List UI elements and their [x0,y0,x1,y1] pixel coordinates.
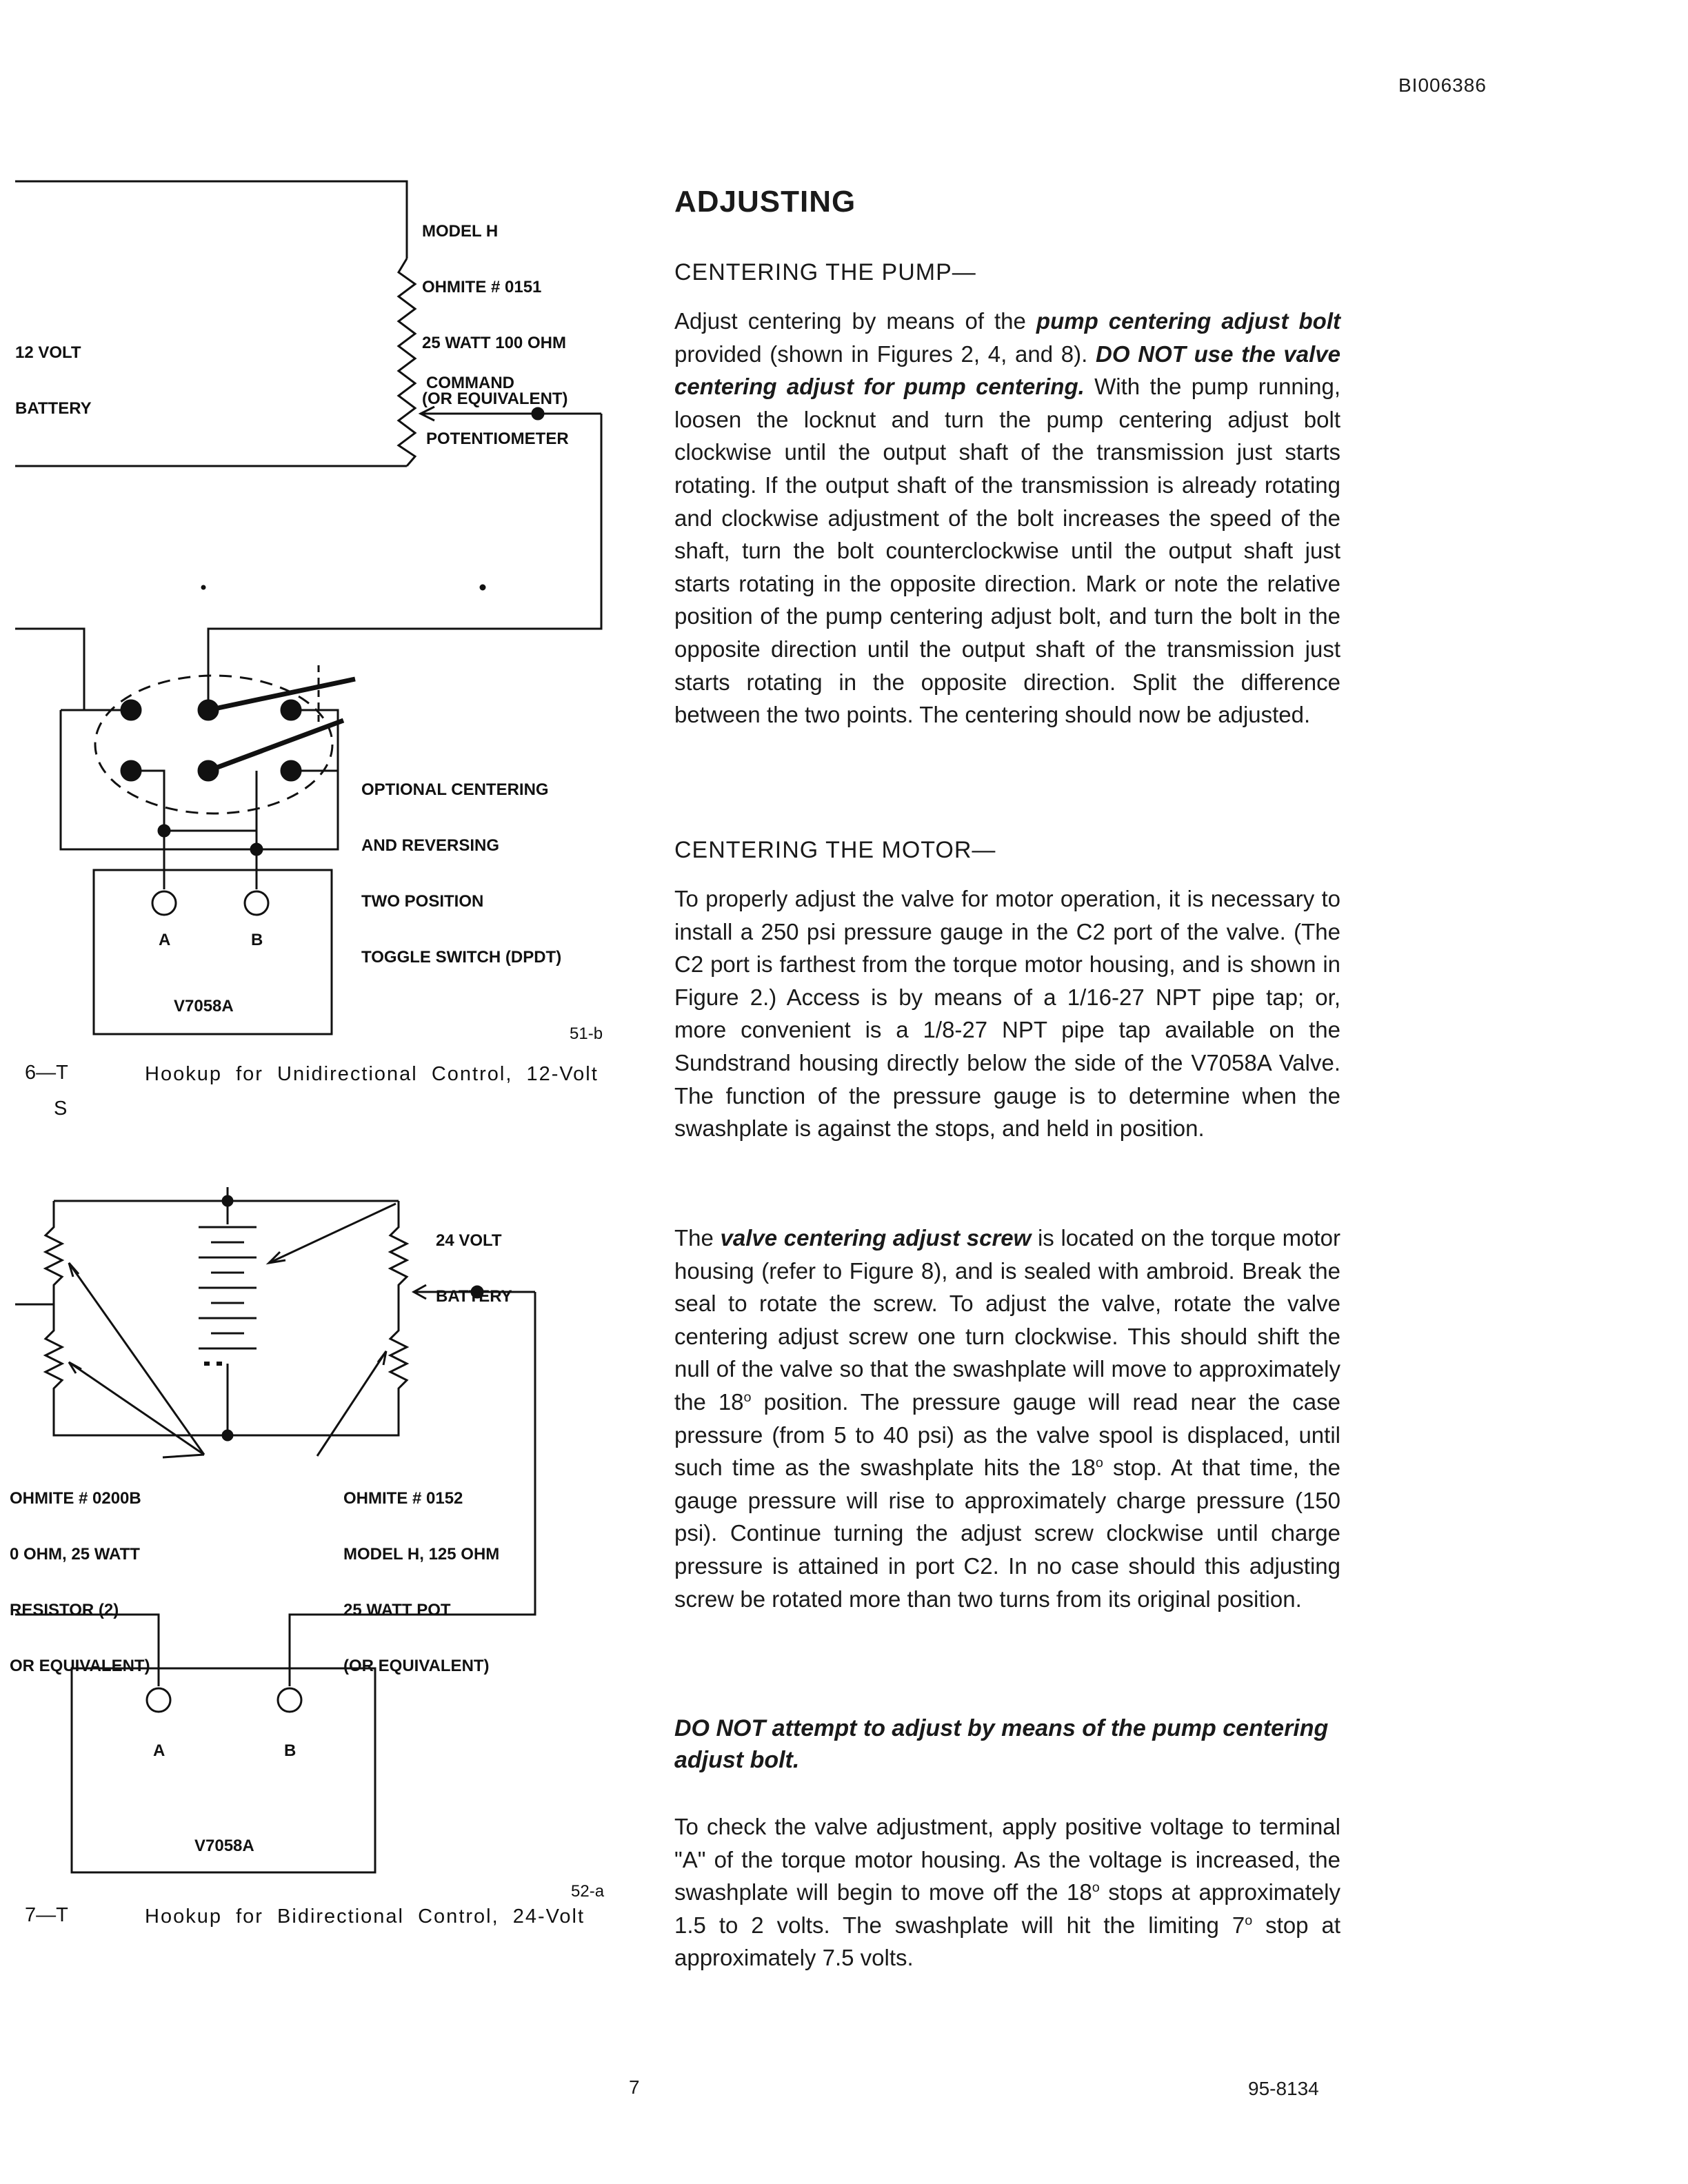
document-id: BI006386 [1398,74,1487,96]
valve-label: V7058A [194,1837,254,1855]
check-paragraph: To check the valve adjustment, apply positive voltage to terminal "A" of the torque motor housing. As the voltage is increased, the swashplate will begin to move off the 18$^o$ stops at approximately 1.5 to 2 volts. The swashplate will hit the limiting 7$^o$ stop at approximately 7.5 volts. [674,1814,1341,1971]
pot-spec-label: OHMITE # 0152 MODEL H, 125 OHM 25 WATT POT (OR EQUIVALENT) [343,1489,500,1675]
figure-ref: 51-b [570,1024,603,1043]
section-title: ADJUSTING [674,185,856,219]
motor-paragraph-2: The valve centering adjust screw is located on the torque motor housing (refer to Figure 8), and is sealed with ambroid. Break the seal to rotate the screw. To adjust the valve, rotate the valve centering adjust screw one turn clockwise. This should shift the null of the valve so that the swashplate will move to approximately the 18$^o$ position. The pressure gauge will read near the case pressure (from 5 to 40 psi) as the valve spool is displaced, until such time as the swashplate hits the 18$^o$ stop. At that time, the gauge pressure will rise to approximately charge pressure (150 psi). Continue turning the adjust screw clockwise until charge pressure is attained in port C2. In no case should this adjusting screw be rotated more than two turns from its original position. [674,1225,1341,1612]
battery-label: 24 VOLT BATTERY [436,1231,512,1306]
pump-heading: CENTERING THE PUMP— [674,259,976,285]
resistor-spec-label: OHMITE # 0200B 0 OHM, 25 WATT RESISTOR (2) OR EQUIVALENT) [10,1489,150,1675]
motor-paragraph-1: To properly adjust the valve for motor operation, it is necessary to install a 250 psi pressure gauge in the C2 port of the valve. (The C2 port is farthest from the torque motor housing, and is shown in Figure 2.) Access is by means of a 1/16-27 NPT pipe tap; or, more convenient is a 1/8-27 NPT pipe tap available on the Sundstrand housing directly below the side of the V7058A Valve. The function of the pressure gauge is to determine when the swashplate is against the stops, and held in position. [674,886,1340,1142]
terminal-b-label: B [284,1741,297,1760]
figure1-wiring-diagram [0,0,662,1117]
pot-spec-label: MODEL H OHMITE # 0151 25 WATT 100 OHM (OR EQUIVALENT) [422,222,568,408]
terminal-b-label: B [251,931,263,949]
figure-number-suffix: S [54,1098,68,1120]
figure-number: 7—T [25,1904,68,1926]
pump-paragraph: Adjust centering by means of the pump centering adjust bolt provided (shown in Figures 2, 4, and 8). DO NOT use the valve centering adjust for pump centering. With the pump running, loosen the locknut and turn the pump centering adjust bolt clockwise until the output shaft of the transmission just starts rotating. If the output shaft of the transmission is already rotating and clockwise adjustment of the bolt increases the speed of the shaft, turn the bolt counterclockwise until the output shaft just starts rotating in the opposite direction. Mark or note the relative position of the pump centering adjust bolt, and turn the bolt in the opposite direction until the output shaft of the transmission just starts rotating in the opposite direction. Split the difference between the two points. The centering should now be adjusted. [674,308,1340,728]
terminal-a-label: A [153,1741,165,1760]
figure-number: 6—T [25,1062,68,1084]
figure-caption: Hookup for Bidirectional Control, 24-Volt [145,1905,585,1928]
command-pot-label: COMMAND POTENTIOMETER [426,374,569,448]
warning-note: DO NOT attempt to adjust by means of the pump centering adjust bolt. [674,1715,1329,1773]
toggle-switch-label: OPTIONAL CENTERING AND REVERSING TWO POSITION TOGGLE SWITCH (DPDT) [361,780,562,967]
page-number: 7 [629,2076,640,2098]
valve-label: V7058A [174,997,234,1015]
figure-caption: Hookup for Unidirectional Control, 12-Volt [145,1063,599,1085]
figure-ref: 52-a [571,1882,605,1901]
potentiometer-resistor [399,259,415,466]
motor-heading: CENTERING THE MOTOR— [674,837,996,863]
document-number: 95-8134 [1248,2078,1319,2099]
battery-label: 12 VOLT BATTERY [15,343,92,418]
terminal-a-label: A [159,931,171,949]
